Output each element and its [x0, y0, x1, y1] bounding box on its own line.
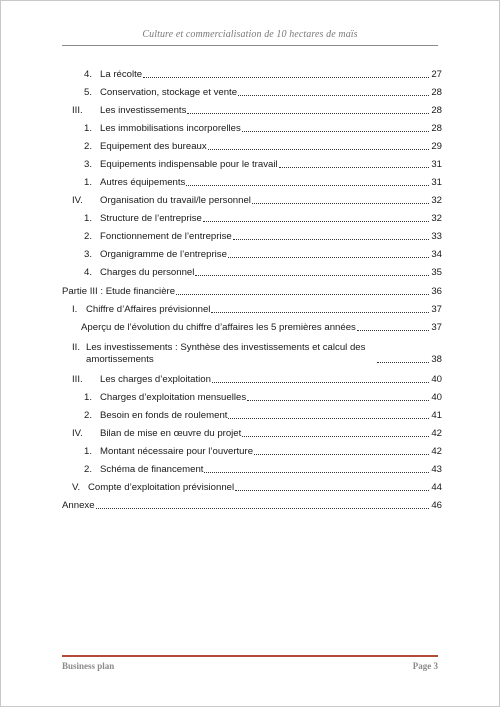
toc-entry-number: 1.	[84, 392, 93, 403]
footer-document-name: Business plan	[62, 661, 115, 671]
toc-entry[interactable]	[72, 482, 442, 494]
toc-entry-page: 27	[431, 69, 442, 80]
toc-entry-number: 3.	[84, 249, 93, 260]
toc-entry-page: 31	[431, 159, 442, 170]
toc-entry-number: 1.	[84, 177, 93, 188]
toc-entry[interactable]	[62, 500, 442, 512]
toc-entry[interactable]	[72, 195, 442, 207]
toc-entry-label: Les investissements : Synthèse des investissements et calcul des amortissements	[86, 342, 366, 365]
toc-leader	[208, 148, 429, 150]
toc-entry[interactable]	[72, 342, 442, 366]
toc-leader	[176, 293, 429, 295]
toc-entry-number: 2.	[84, 464, 93, 475]
toc-entry-page: 40	[431, 374, 442, 385]
toc-entry-label: Structure de l’entreprise	[100, 213, 202, 224]
toc-entry-page: 40	[431, 392, 442, 403]
toc-entry-label: Conservation, stockage et vente	[100, 87, 238, 98]
footer-page-number: Page 3	[412, 661, 438, 671]
toc-entry-page: 35	[431, 267, 442, 278]
toc-entry-page: 31	[431, 177, 442, 188]
toc-entry-page: 38	[431, 354, 442, 365]
toc-entry-label: Montant nécessaire pour l’ouverture	[100, 446, 254, 457]
toc-entry-label: La récolte	[100, 69, 143, 80]
toc-entry-number: 3.	[84, 159, 93, 170]
toc-entry[interactable]	[84, 69, 442, 81]
toc-entry[interactable]	[84, 392, 442, 404]
toc-entry-page: 43	[431, 464, 442, 475]
toc-entry-label: Organigramme de l’entreprise	[100, 249, 227, 260]
toc-entry[interactable]	[72, 374, 442, 386]
toc-entry-page: 37	[431, 322, 442, 333]
toc-leader	[279, 166, 429, 168]
toc-entry-number: III.	[72, 374, 83, 385]
toc-entry-label: Aperçu de l’évolution du chiffre d’affaires les 5 premières années	[81, 322, 356, 333]
toc-entry-label: Besoin en fonds de roulement	[100, 410, 228, 421]
toc-leader	[252, 202, 429, 204]
toc-entry-label: Partie III : Etude financière	[62, 286, 176, 297]
toc-entry-number: II.	[72, 342, 80, 353]
toc-entry[interactable]	[84, 159, 442, 171]
toc-entry-number: I.	[72, 304, 78, 315]
toc-entry-number: V.	[72, 482, 81, 493]
toc-entry-label: Chiffre d’Affaires prévisionnel	[86, 304, 211, 315]
toc-entry[interactable]	[84, 464, 442, 476]
toc-entry-number: 2.	[84, 231, 93, 242]
toc-leader	[233, 238, 429, 240]
toc-leader	[186, 184, 429, 186]
toc-entry-page: 46	[431, 500, 442, 511]
toc-entry[interactable]	[84, 446, 442, 458]
toc-entry-page: 36	[431, 286, 442, 297]
toc-leader	[203, 220, 429, 222]
toc-entry[interactable]	[84, 267, 442, 279]
toc-entry-page: 33	[431, 231, 442, 242]
toc-entry-page: 32	[431, 195, 442, 206]
toc-leader	[228, 256, 429, 258]
toc-leader	[211, 311, 429, 313]
toc-entry-page: 28	[431, 87, 442, 98]
toc-entry-page: 28	[431, 105, 442, 116]
toc-entry-page: 37	[431, 304, 442, 315]
toc-entry-page: 44	[431, 482, 442, 493]
toc-entry-page: 28	[431, 123, 442, 134]
toc-entry-page: 34	[431, 249, 442, 260]
toc-entry-label: Equipement des bureaux	[100, 141, 207, 152]
toc-entry-number: III.	[72, 105, 83, 116]
toc-leader	[212, 381, 429, 383]
toc-entry-page: 41	[431, 410, 442, 421]
toc-entry-label: Les investissements	[100, 105, 187, 116]
toc-entry[interactable]	[72, 428, 442, 440]
toc-entry-number: 2.	[84, 141, 93, 152]
toc-entry[interactable]	[62, 286, 442, 298]
toc-leader	[242, 130, 429, 132]
toc-leader	[228, 417, 429, 419]
footer-rule	[62, 655, 438, 657]
toc-entry-number: IV.	[72, 195, 83, 206]
toc-entry-label: Schéma de financement	[100, 464, 204, 475]
toc-entry-label: Organisation du travail/le personnel	[100, 195, 251, 206]
toc-leader	[187, 112, 429, 114]
toc-leader	[143, 76, 429, 78]
toc-leader	[357, 329, 429, 331]
toc-leader	[247, 399, 429, 401]
toc-entry-number: 1.	[84, 123, 93, 134]
toc-entry-page: 42	[431, 428, 442, 439]
toc-entry-number: 2.	[84, 410, 93, 421]
toc-entry-number: 4.	[84, 267, 93, 278]
toc-entry-number: 1.	[84, 213, 93, 224]
toc-entry[interactable]	[72, 105, 442, 117]
toc-entry[interactable]	[81, 322, 442, 334]
toc-entry-label: Les immobilisations incorporelles	[100, 123, 241, 134]
toc-leader	[195, 274, 429, 276]
toc-leader	[254, 453, 429, 455]
toc-entry[interactable]	[84, 410, 442, 422]
toc-leader	[238, 94, 429, 96]
toc-entry-page: 42	[431, 446, 442, 457]
toc-entry-label: Annexe	[62, 500, 95, 511]
toc-entry-label: Charges d’exploitation mensuelles	[100, 392, 247, 403]
toc-entry[interactable]	[84, 123, 442, 135]
toc-leader	[242, 435, 429, 437]
toc-entry-number: 1.	[84, 446, 93, 457]
toc-entry[interactable]	[84, 87, 442, 99]
toc-entry-label: Fonctionnement de l’entreprise	[100, 231, 232, 242]
toc-entry[interactable]	[72, 304, 442, 316]
toc-entry-label: Equipements indispensable pour le travail	[100, 159, 278, 170]
toc-entry-page: 29	[431, 141, 442, 152]
toc-entry-label: Les charges d’exploitation	[100, 374, 211, 385]
toc-entry-label: Autres équipements	[100, 177, 186, 188]
toc-entry[interactable]	[84, 141, 442, 153]
toc-entry[interactable]	[84, 213, 442, 225]
toc-entry[interactable]	[84, 249, 442, 261]
toc-leader	[204, 471, 429, 473]
toc-entry[interactable]	[84, 177, 442, 189]
toc-leader	[235, 489, 429, 491]
toc-leader	[96, 507, 429, 509]
running-header-title: Culture et commercialisation de 10 hectares de maïs	[142, 29, 358, 40]
toc-entry-label: Compte d’exploitation prévisionnel	[88, 482, 235, 493]
toc-entry-number: 4.	[84, 69, 93, 80]
toc-entry-number: 5.	[84, 87, 93, 98]
toc-entry-page: 32	[431, 213, 442, 224]
toc-entry-label: Charges du personnel	[100, 267, 195, 278]
toc-entry-label: Bilan de mise en œuvre du projet	[100, 428, 242, 439]
toc-entry[interactable]	[84, 231, 442, 243]
toc-entry-number: IV.	[72, 428, 83, 439]
toc-leader	[377, 361, 429, 363]
